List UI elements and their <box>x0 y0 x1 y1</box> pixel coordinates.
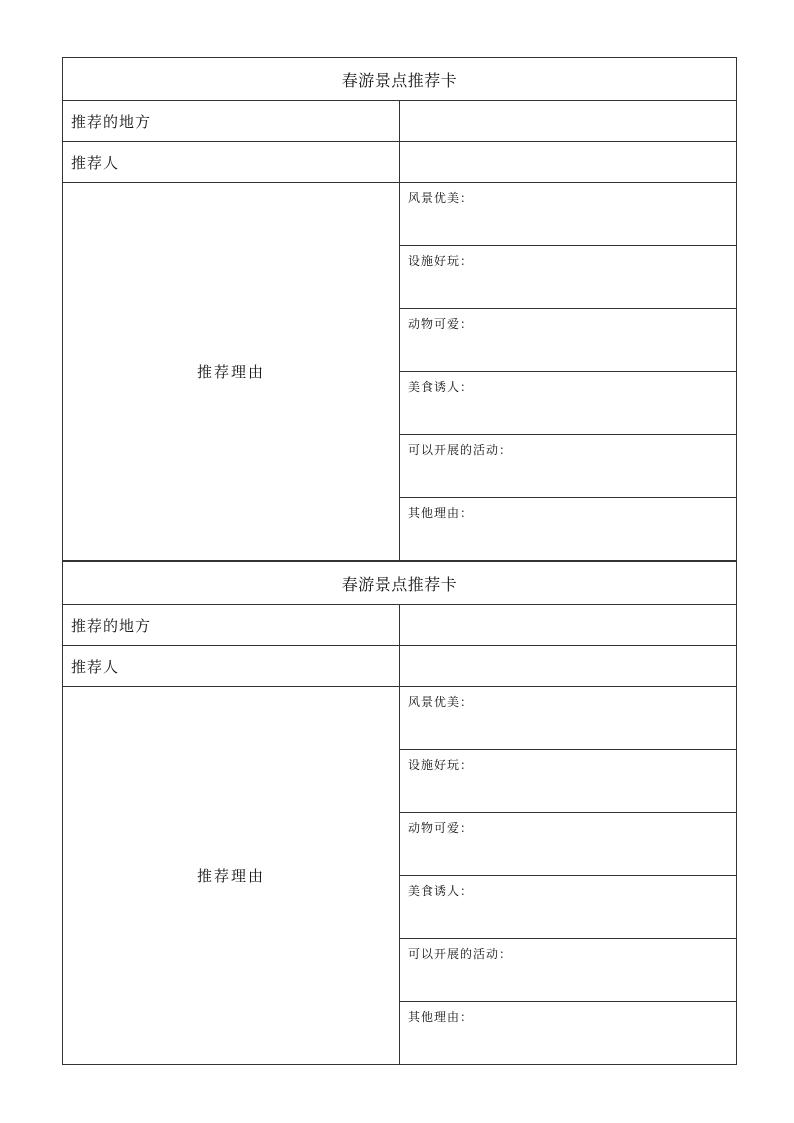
reason-facilities[interactable]: 设施好玩： <box>400 246 737 309</box>
place-input-area[interactable] <box>400 101 737 142</box>
recommender-input-area[interactable] <box>400 142 737 183</box>
reason-label: 推荐理由 <box>63 183 400 561</box>
recommendation-card-1 <box>62 57 737 561</box>
reason-activities[interactable]: 可以开展的活动： <box>400 939 737 1002</box>
reason-scenery[interactable]: 风景优美： <box>400 183 737 246</box>
card-title: 春游景点推荐卡 <box>63 58 737 101</box>
card-title: 春游景点推荐卡 <box>63 562 737 605</box>
reason-other[interactable]: 其他理由： <box>400 498 737 561</box>
reason-activities[interactable]: 可以开展的活动： <box>400 435 737 498</box>
recommender-label: 推荐人 <box>63 142 400 183</box>
reason-animals[interactable]: 动物可爱： <box>400 309 737 372</box>
recommender-input-area[interactable] <box>400 646 737 687</box>
place-input-area[interactable] <box>400 605 737 646</box>
reason-food[interactable]: 美食诱人： <box>400 372 737 435</box>
place-label: 推荐的地方 <box>63 605 400 646</box>
reason-scenery[interactable]: 风景优美： <box>400 687 737 750</box>
reason-animals[interactable]: 动物可爱： <box>400 813 737 876</box>
reason-food[interactable]: 美食诱人： <box>400 876 737 939</box>
reason-other[interactable]: 其他理由： <box>400 1002 737 1065</box>
place-label: 推荐的地方 <box>63 101 400 142</box>
recommendation-card-2 <box>62 561 737 1065</box>
recommender-label: 推荐人 <box>63 646 400 687</box>
reason-label: 推荐理由 <box>63 687 400 1065</box>
reason-facilities[interactable]: 设施好玩： <box>400 750 737 813</box>
